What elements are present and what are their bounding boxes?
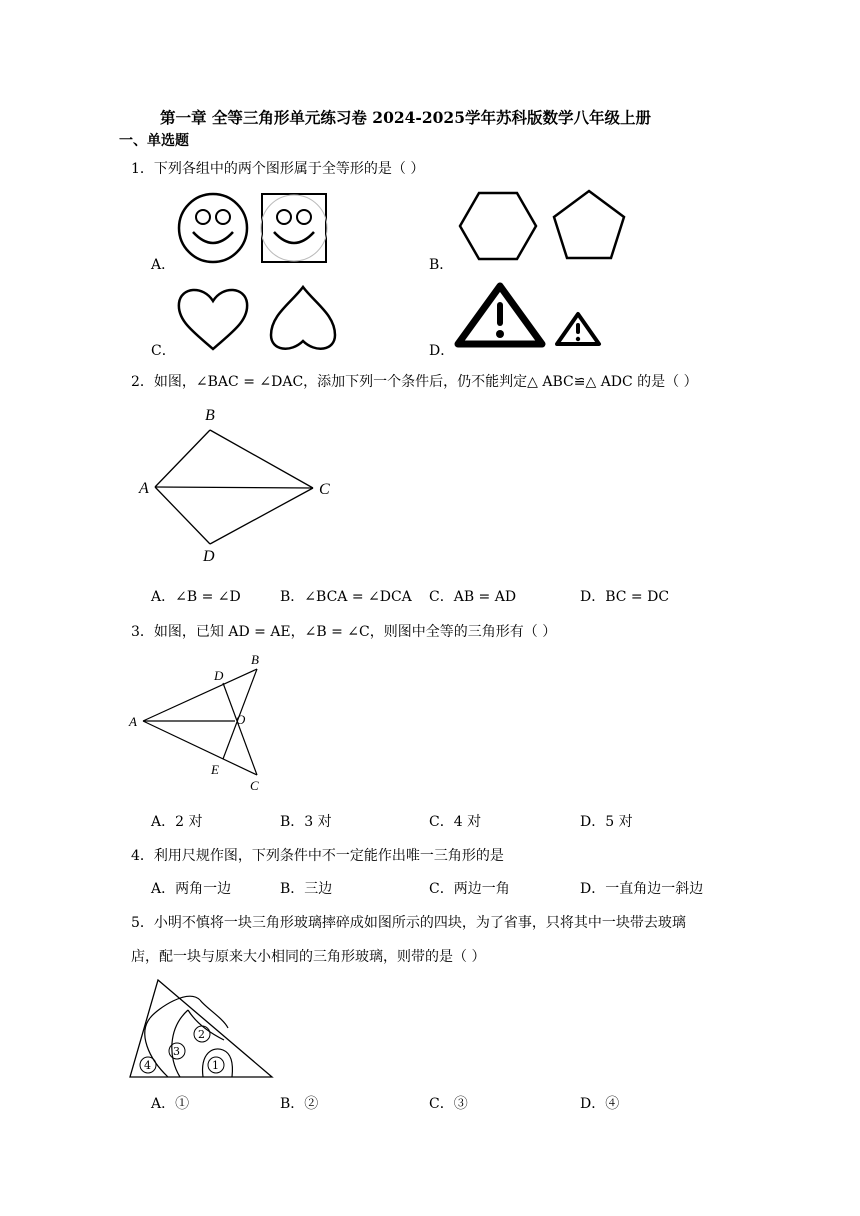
q1-figure-d xyxy=(456,280,606,352)
q1-option-a[interactable]: A． xyxy=(151,257,176,273)
question-5-stem-line1: 5．小明不慎将一块三角形玻璃摔碎成如图所示的四块，为了省事，只将其中一块带去玻璃 xyxy=(131,915,686,931)
q3-figure xyxy=(127,650,277,800)
q5-figure xyxy=(128,978,278,1082)
q4-option-d[interactable]: D．一直角边一斜边 xyxy=(580,881,704,897)
q5-piece-1-digit: 1 xyxy=(212,1059,219,1072)
q2-label-b: B xyxy=(205,407,215,424)
q2-option-b[interactable]: B．∠BCA = ∠DCA xyxy=(280,589,412,605)
page-title: 第一章 全等三角形单元练习卷 2024-2025学年苏科版数学八年级上册 xyxy=(160,108,652,127)
q3-option-c[interactable]: C．4 对 xyxy=(429,814,482,830)
question-2-stem: 2．如图，∠BAC = ∠DAC，添加下列一个条件后，仍不能判定△ ABC≌△ ADC 的是（ ） xyxy=(131,374,698,390)
q3-label-d: D xyxy=(214,668,224,683)
q4-option-a[interactable]: A．两角一边 xyxy=(151,881,232,897)
q2-label-a: A xyxy=(139,480,149,497)
q5-option-a[interactable]: A．① xyxy=(151,1096,190,1112)
q2-label-d: D xyxy=(203,548,215,565)
q1-option-b[interactable]: B． xyxy=(429,257,454,273)
q3-label-b: B xyxy=(251,652,259,667)
q2-label-c: C xyxy=(319,481,330,498)
q3-option-a[interactable]: A．2 对 xyxy=(151,814,203,830)
q5-piece-4-digit: 4 xyxy=(144,1059,151,1072)
q1-option-c[interactable]: C． xyxy=(151,343,176,359)
q5-option-b[interactable]: B．② xyxy=(280,1096,319,1112)
q2-option-c[interactable]: C．AB = AD xyxy=(429,589,517,605)
q2-figure xyxy=(135,402,345,572)
q1-option-d[interactable]: D． xyxy=(429,343,455,359)
q4-option-b[interactable]: B．三边 xyxy=(280,881,333,897)
q4-option-c[interactable]: C．两边一角 xyxy=(429,881,510,897)
q5-piece-3-digit: 3 xyxy=(173,1045,180,1058)
q1-figure-c xyxy=(175,285,340,355)
q1-figure-b xyxy=(459,188,629,268)
question-5-stem-line2: 店，配一块与原来大小相同的三角形玻璃，则带的是（ ） xyxy=(131,949,486,965)
q1-figure-a xyxy=(178,192,328,267)
question-1-stem: 1．下列各组中的两个图形属于全等形的是（ ） xyxy=(131,161,425,177)
q3-label-o: O xyxy=(236,712,246,727)
section-heading: 一、单选题 xyxy=(119,133,189,149)
q5-option-d[interactable]: D．④ xyxy=(580,1096,620,1112)
q3-label-a: A xyxy=(129,714,137,729)
q3-option-d[interactable]: D．5 对 xyxy=(580,814,633,830)
question-3-stem: 3．如图，已知 AD = AE，∠B = ∠C，则图中全等的三角形有（ ） xyxy=(131,624,557,640)
q2-option-a[interactable]: A．∠B = ∠D xyxy=(151,589,241,605)
q2-option-d[interactable]: D．BC = DC xyxy=(580,589,670,605)
q3-label-e: E xyxy=(211,762,219,777)
q5-option-c[interactable]: C．③ xyxy=(429,1096,468,1112)
question-4-stem: 4．利用尺规作图，下列条件中不一定能作出唯一三角形的是 xyxy=(131,848,504,864)
q3-label-c: C xyxy=(250,778,259,793)
q5-piece-2-digit: 2 xyxy=(198,1028,205,1041)
q3-option-b[interactable]: B．3 对 xyxy=(280,814,332,830)
